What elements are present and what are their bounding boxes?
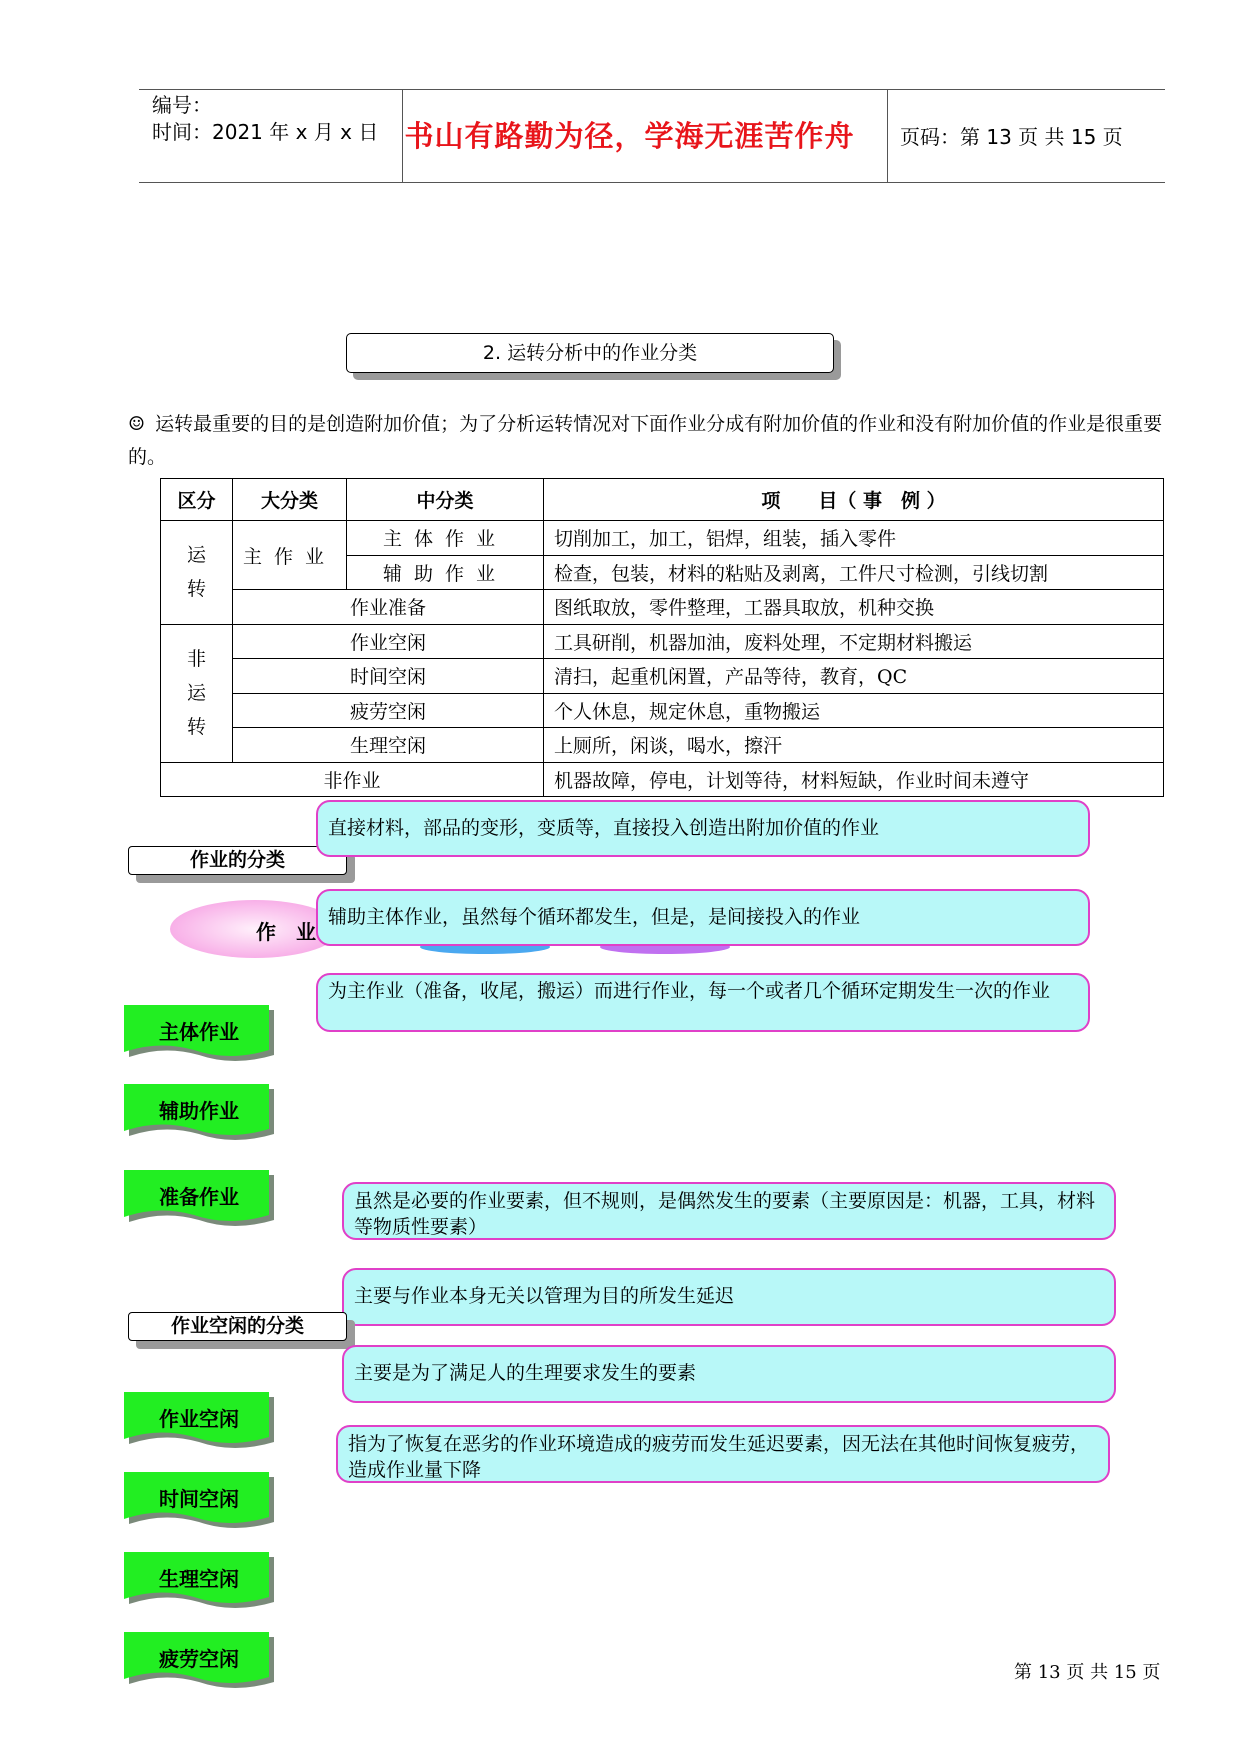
banner-prep-work	[124, 1170, 274, 1230]
banner-label: 时间空闲	[159, 1487, 239, 1511]
banner-label: 作业空闲	[159, 1407, 239, 1431]
items-cell: 图纸取放，零件整理，工器具取放，机种交换	[544, 590, 1164, 625]
mid-class-cell: 疲劳空闲	[233, 693, 544, 728]
idle-classification-label: 作业空闲的分类	[128, 1312, 347, 1341]
intro-paragraph	[128, 408, 1178, 474]
items-cell: 机器故障，停电，计划等待，材料短缺，作业时间未遵守	[544, 762, 1164, 797]
group-non-running-cell: 非 运 转	[161, 624, 233, 762]
page-footer: 第 13 页 共 15 页	[1014, 1662, 1161, 1683]
header-page-label: 页码：第 13 页 共 15 页	[900, 125, 1123, 149]
callout-work-idle: 虽然是必要的作业要素，但不规则，是偶然发生的要素（主要原因是：机器，工具，材料等物质性要素）	[342, 1182, 1116, 1240]
callout-aux-work: 辅助主体作业，虽然每个循环都发生，但是，是间接投入的作业	[316, 889, 1090, 946]
banner-label: 疲劳空闲	[159, 1647, 239, 1671]
header-divider	[887, 89, 888, 182]
mid-class-cell: 作业准备	[233, 590, 544, 625]
table-header-row	[161, 479, 1164, 521]
header-bottom-rule	[139, 182, 1165, 183]
callout-fatigue-idle: 指为了恢复在恶劣的作业环境造成的疲劳而发生延迟要素，因无法在其他时间恢复疲劳，造成作业量下降	[336, 1425, 1110, 1483]
mid-class-cell: 生理空闲	[233, 728, 544, 763]
mid-class-cell: 辅助作业	[347, 555, 544, 590]
smiley-icon: ☺	[128, 413, 146, 435]
banner-label: 主体作业	[159, 1020, 239, 1044]
header-time-label: 时间：2021 年 x 月 x 日	[152, 120, 379, 144]
banner-physio-idle	[124, 1552, 274, 1612]
items-cell: 切削加工，加工，铝焊，组装，插入零件	[544, 521, 1164, 556]
banner-aux-work	[124, 1084, 274, 1144]
banner-time-idle	[124, 1472, 274, 1532]
items-cell: 清扫，起重机闲置，产品等待，教育，QC	[544, 659, 1164, 694]
table-header-cell: 区分	[161, 479, 233, 521]
table-row	[161, 659, 1164, 694]
callout-physio-idle: 主要是为了满足人的生理要求发生的要素	[342, 1345, 1116, 1403]
table-row	[161, 693, 1164, 728]
section-title: 2. 运转分析中的作业分类	[346, 333, 834, 373]
mid-class-cell: 非作业	[161, 762, 544, 797]
group-running-cell: 运 转	[161, 521, 233, 625]
callout-main-work: 直接材料，部品的变形，变质等，直接投入创造出附加价值的作业	[316, 800, 1090, 857]
callout-prep-work: 为主作业（准备，收尾，搬运）而进行作业，每一个或者几个循环定期发生一次的作业	[316, 973, 1090, 1032]
items-cell: 工具研削，机器加油，废料处理，不定期材料搬运	[544, 624, 1164, 659]
table-row	[161, 762, 1164, 797]
table-header-cell: 项 目（ 事 例 ）	[544, 479, 1164, 521]
header-number-label: 编号：	[152, 93, 212, 117]
table-row	[161, 624, 1164, 659]
callout-time-idle: 主要与作业本身无关以管理为目的所发生延迟	[342, 1268, 1116, 1326]
banner-label: 辅助作业	[159, 1099, 239, 1123]
mid-class-cell: 作业空闲	[233, 624, 544, 659]
table-row	[161, 590, 1164, 625]
items-cell: 个人休息，规定休息，重物搬运	[544, 693, 1164, 728]
mid-class-cell: 主体作业	[347, 521, 544, 556]
banner-label: 生理空闲	[159, 1567, 239, 1591]
classification-table	[160, 478, 1164, 797]
table-row	[161, 728, 1164, 763]
main-work-cell: 主作业	[233, 521, 347, 590]
items-cell: 上厕所，闲谈，喝水，擦汗	[544, 728, 1164, 763]
banner-label: 准备作业	[159, 1185, 239, 1209]
table-row	[161, 521, 1164, 556]
banner-main-work	[124, 1005, 274, 1065]
table-header-cell: 中分类	[347, 479, 544, 521]
items-cell: 检查，包装，材料的粘贴及剥离，工件尺寸检测，引线切割	[544, 555, 1164, 590]
banner-work-idle	[124, 1392, 274, 1452]
header-top-rule	[139, 89, 1165, 90]
banner-fatigue-idle	[124, 1632, 274, 1692]
work-ellipse-label: 作 业	[256, 920, 316, 944]
table-header-cell: 大分类	[233, 479, 347, 521]
header-motto: 书山有路勤为径，学海无涯苦作舟	[404, 119, 855, 153]
mid-class-cell: 时间空闲	[233, 659, 544, 694]
intro-text: 运转最重要的目的是创造附加价值；为了分析运转情况对下面作业分成有附加价值的作业和没有附加价值的作业是很重要的。	[128, 413, 1163, 468]
work-classification-label: 作业的分类	[128, 846, 347, 875]
